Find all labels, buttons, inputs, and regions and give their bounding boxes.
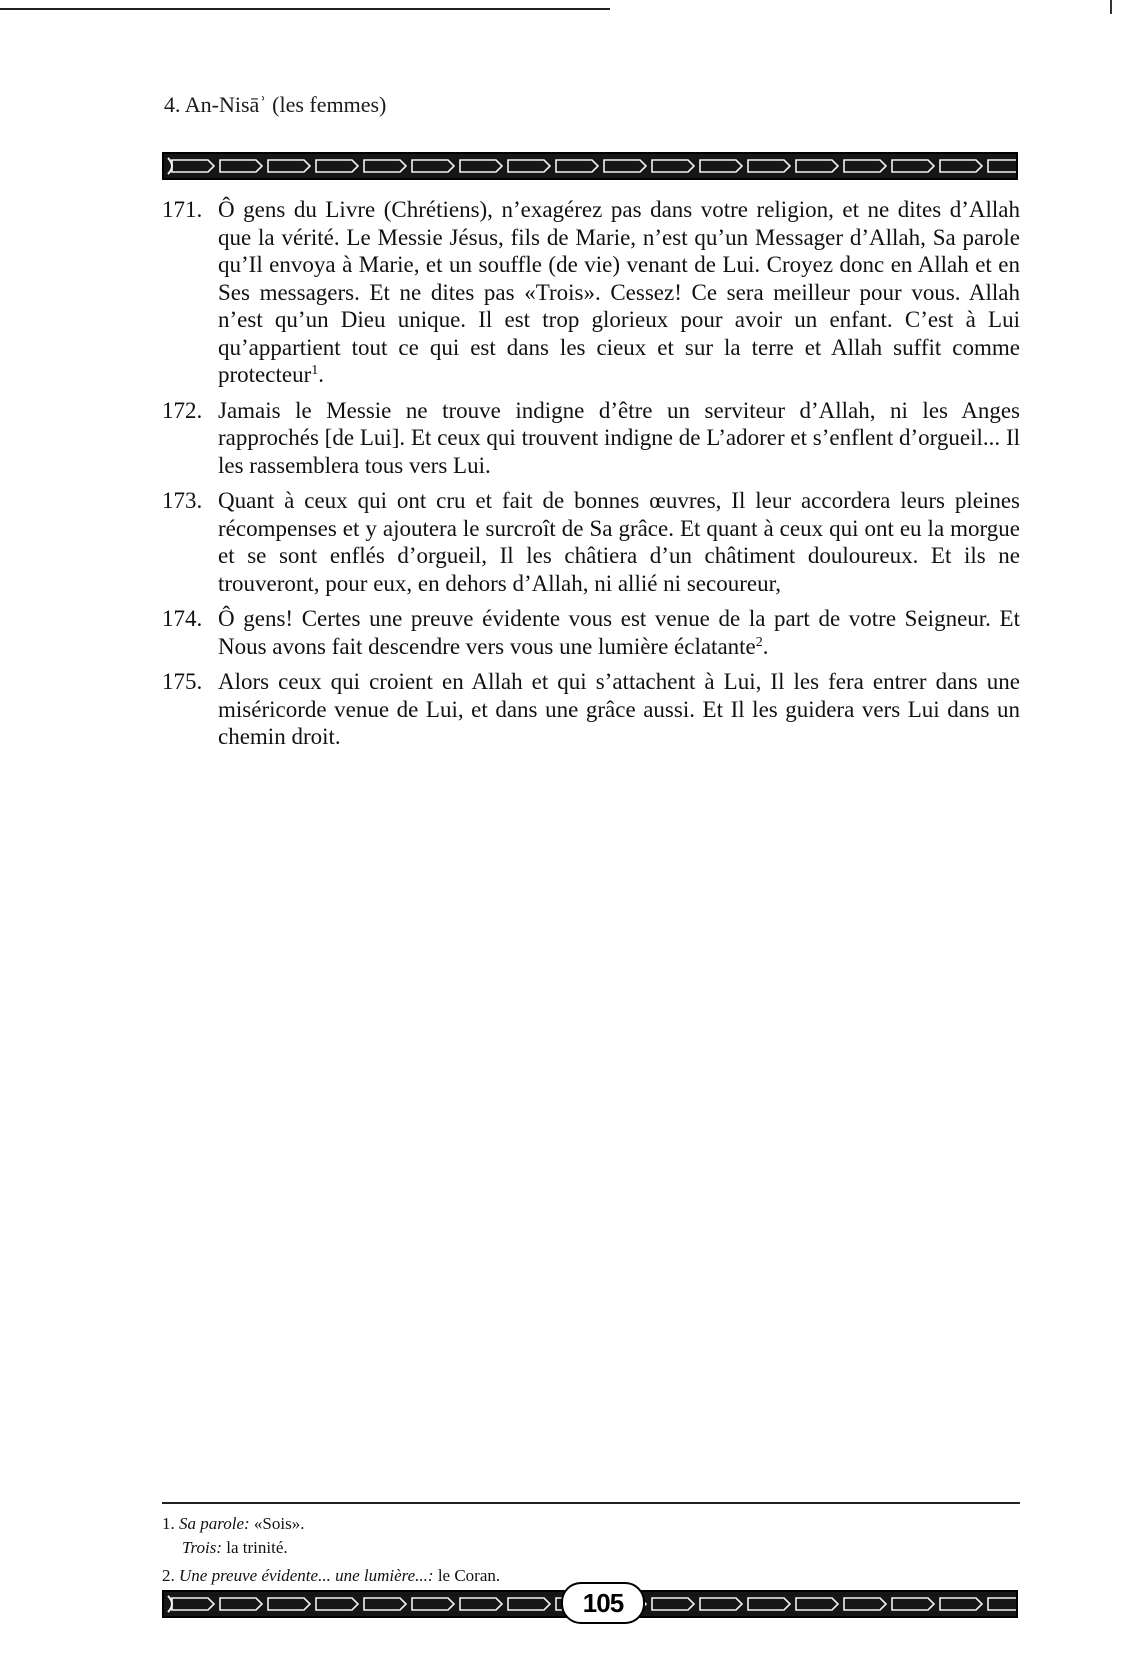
verse-174 [162, 605, 1020, 660]
border-link [700, 1598, 742, 1610]
footnote-1 [162, 1512, 1020, 1536]
border-link [652, 160, 694, 172]
verse-text [218, 196, 1020, 389]
border-link [508, 1598, 550, 1610]
verse-list [162, 196, 1020, 759]
verse-body: Ô gens du Livre (Chrétiens), n’exagérez pas dans votre religion, et ne dites d’Allah que la vérité. Le Messie Jésus, fils de Marie, n’est qu’un Messager d’Allah, Sa parole qu’Il envoya à Marie, et un souffle (de vie) venant de Lui. Croyez donc en Allah et en Ses messagers. Et ne dites pas «Trois». Cessez! Ce sera meilleur pour vous. Allah n’est qu’un Dieu unique. Il est trop glorieux pour avoir un enfant. C’est à Lui qu’appartient tout ce qui est dans les cieux et sur la terre et Allah suffit comme protecteur [218, 197, 1020, 387]
border-link [748, 1598, 790, 1610]
border-link [172, 1598, 214, 1610]
border-link [412, 1598, 454, 1610]
border-link [940, 1598, 982, 1610]
footnote-ref: 1 [311, 363, 319, 378]
top-edge-rule [0, 8, 610, 10]
verse-number: 173. [162, 488, 203, 513]
border-link [892, 1598, 934, 1610]
verse-number: 171. [162, 197, 203, 222]
footnote-definition: la trinité. [222, 1538, 288, 1557]
border-link [268, 1598, 310, 1610]
border-link [652, 1598, 694, 1610]
verse-body: Jamais le Messie ne trouve indigne d’être un serviteur d’Allah, ni les Anges rapprochés [de Lui]. Et ceux qui trouvent indigne de L’adorer et s’enflent d’orgueil... Il les rassemblera tous vers Lui. [218, 397, 1020, 478]
page-number-badge [561, 1582, 645, 1624]
verse-173 [162, 487, 1020, 597]
page-header: 4. An-Nisāʾ (les femmes) [164, 92, 387, 117]
footnote-term: Sa parole: [179, 1514, 250, 1533]
border-link [508, 160, 550, 172]
border-link [412, 160, 454, 172]
verse-text [218, 605, 1020, 660]
footnote-number: 1. [162, 1514, 175, 1533]
border-link [604, 160, 646, 172]
verse-body: Alors ceux qui croient en Allah et qui s’attachent à Lui, Il les fera entrer dans une miséricorde venue de Lui, et dans une grâce aussi. Et Il les guidera vers Lui dans un chemin droit. [218, 669, 1020, 749]
footnote-ref: 2 [755, 634, 763, 650]
border-link [220, 160, 262, 172]
verse-text [218, 487, 1020, 597]
border-link [748, 160, 790, 172]
top-border-pattern [164, 154, 1016, 178]
footnote-definition: le Coran. [433, 1566, 501, 1585]
border-link [796, 1598, 838, 1610]
corner-mark [1110, 0, 1112, 14]
footnote-definition: «Sois». [249, 1514, 305, 1533]
footnotes [162, 1512, 1020, 1588]
border-link [940, 160, 982, 172]
verse-175 [162, 668, 1020, 751]
verse-number: 175. [162, 669, 203, 694]
footnote-term: Trois: [182, 1538, 223, 1557]
border-link [316, 160, 358, 172]
verse-body: Ô gens! Certes une preuve évidente vous est venue de la part de votre Seigneur. Et Nous avons fait descendre vers vous une lumière éclatante [218, 606, 1020, 659]
border-link [172, 160, 214, 172]
border-link [796, 160, 838, 172]
verse-text [218, 668, 1020, 751]
border-link [700, 160, 742, 172]
border-link [268, 160, 310, 172]
footnote-divider [162, 1502, 1020, 1504]
verse-body: Quant à ceux qui ont cru et fait de bonnes œuvres, Il leur accordera leurs pleines récompenses et y ajoutera le surcroît de Sa grâce. Et quant à ceux qui ont eu la morgue et se sont enflés d’orgueil, Il les châtiera d’un châtiment douloureux. Et ils ne trouveront, pour eux, en dehors d’Allah, ni allié ni secoureur, [218, 488, 1020, 596]
verse-number: 174. [162, 606, 203, 631]
border-link [460, 1598, 502, 1610]
border-link [556, 160, 598, 172]
verse-171 [162, 196, 1020, 389]
border-link [988, 1598, 1016, 1610]
border-link [460, 160, 502, 172]
page-number: 105 [582, 1587, 624, 1618]
border-link [316, 1598, 358, 1610]
verse-tail: . [318, 362, 324, 387]
border-link [364, 1598, 406, 1610]
footnote-number: 2. [162, 1566, 175, 1585]
border-link [988, 160, 1016, 172]
verse-number: 172. [162, 397, 203, 423]
border-link [844, 160, 886, 172]
border-link [364, 160, 406, 172]
footnote-1b [162, 1536, 1020, 1560]
verse-text [218, 397, 1020, 480]
border-link [844, 1598, 886, 1610]
border-link [220, 1598, 262, 1610]
footnote-term: Une preuve évidente... une lumière...: [179, 1566, 434, 1585]
verse-tail: . [762, 633, 769, 659]
border-link [892, 160, 934, 172]
top-decorative-border [162, 152, 1018, 180]
verse-172 [162, 397, 1020, 480]
